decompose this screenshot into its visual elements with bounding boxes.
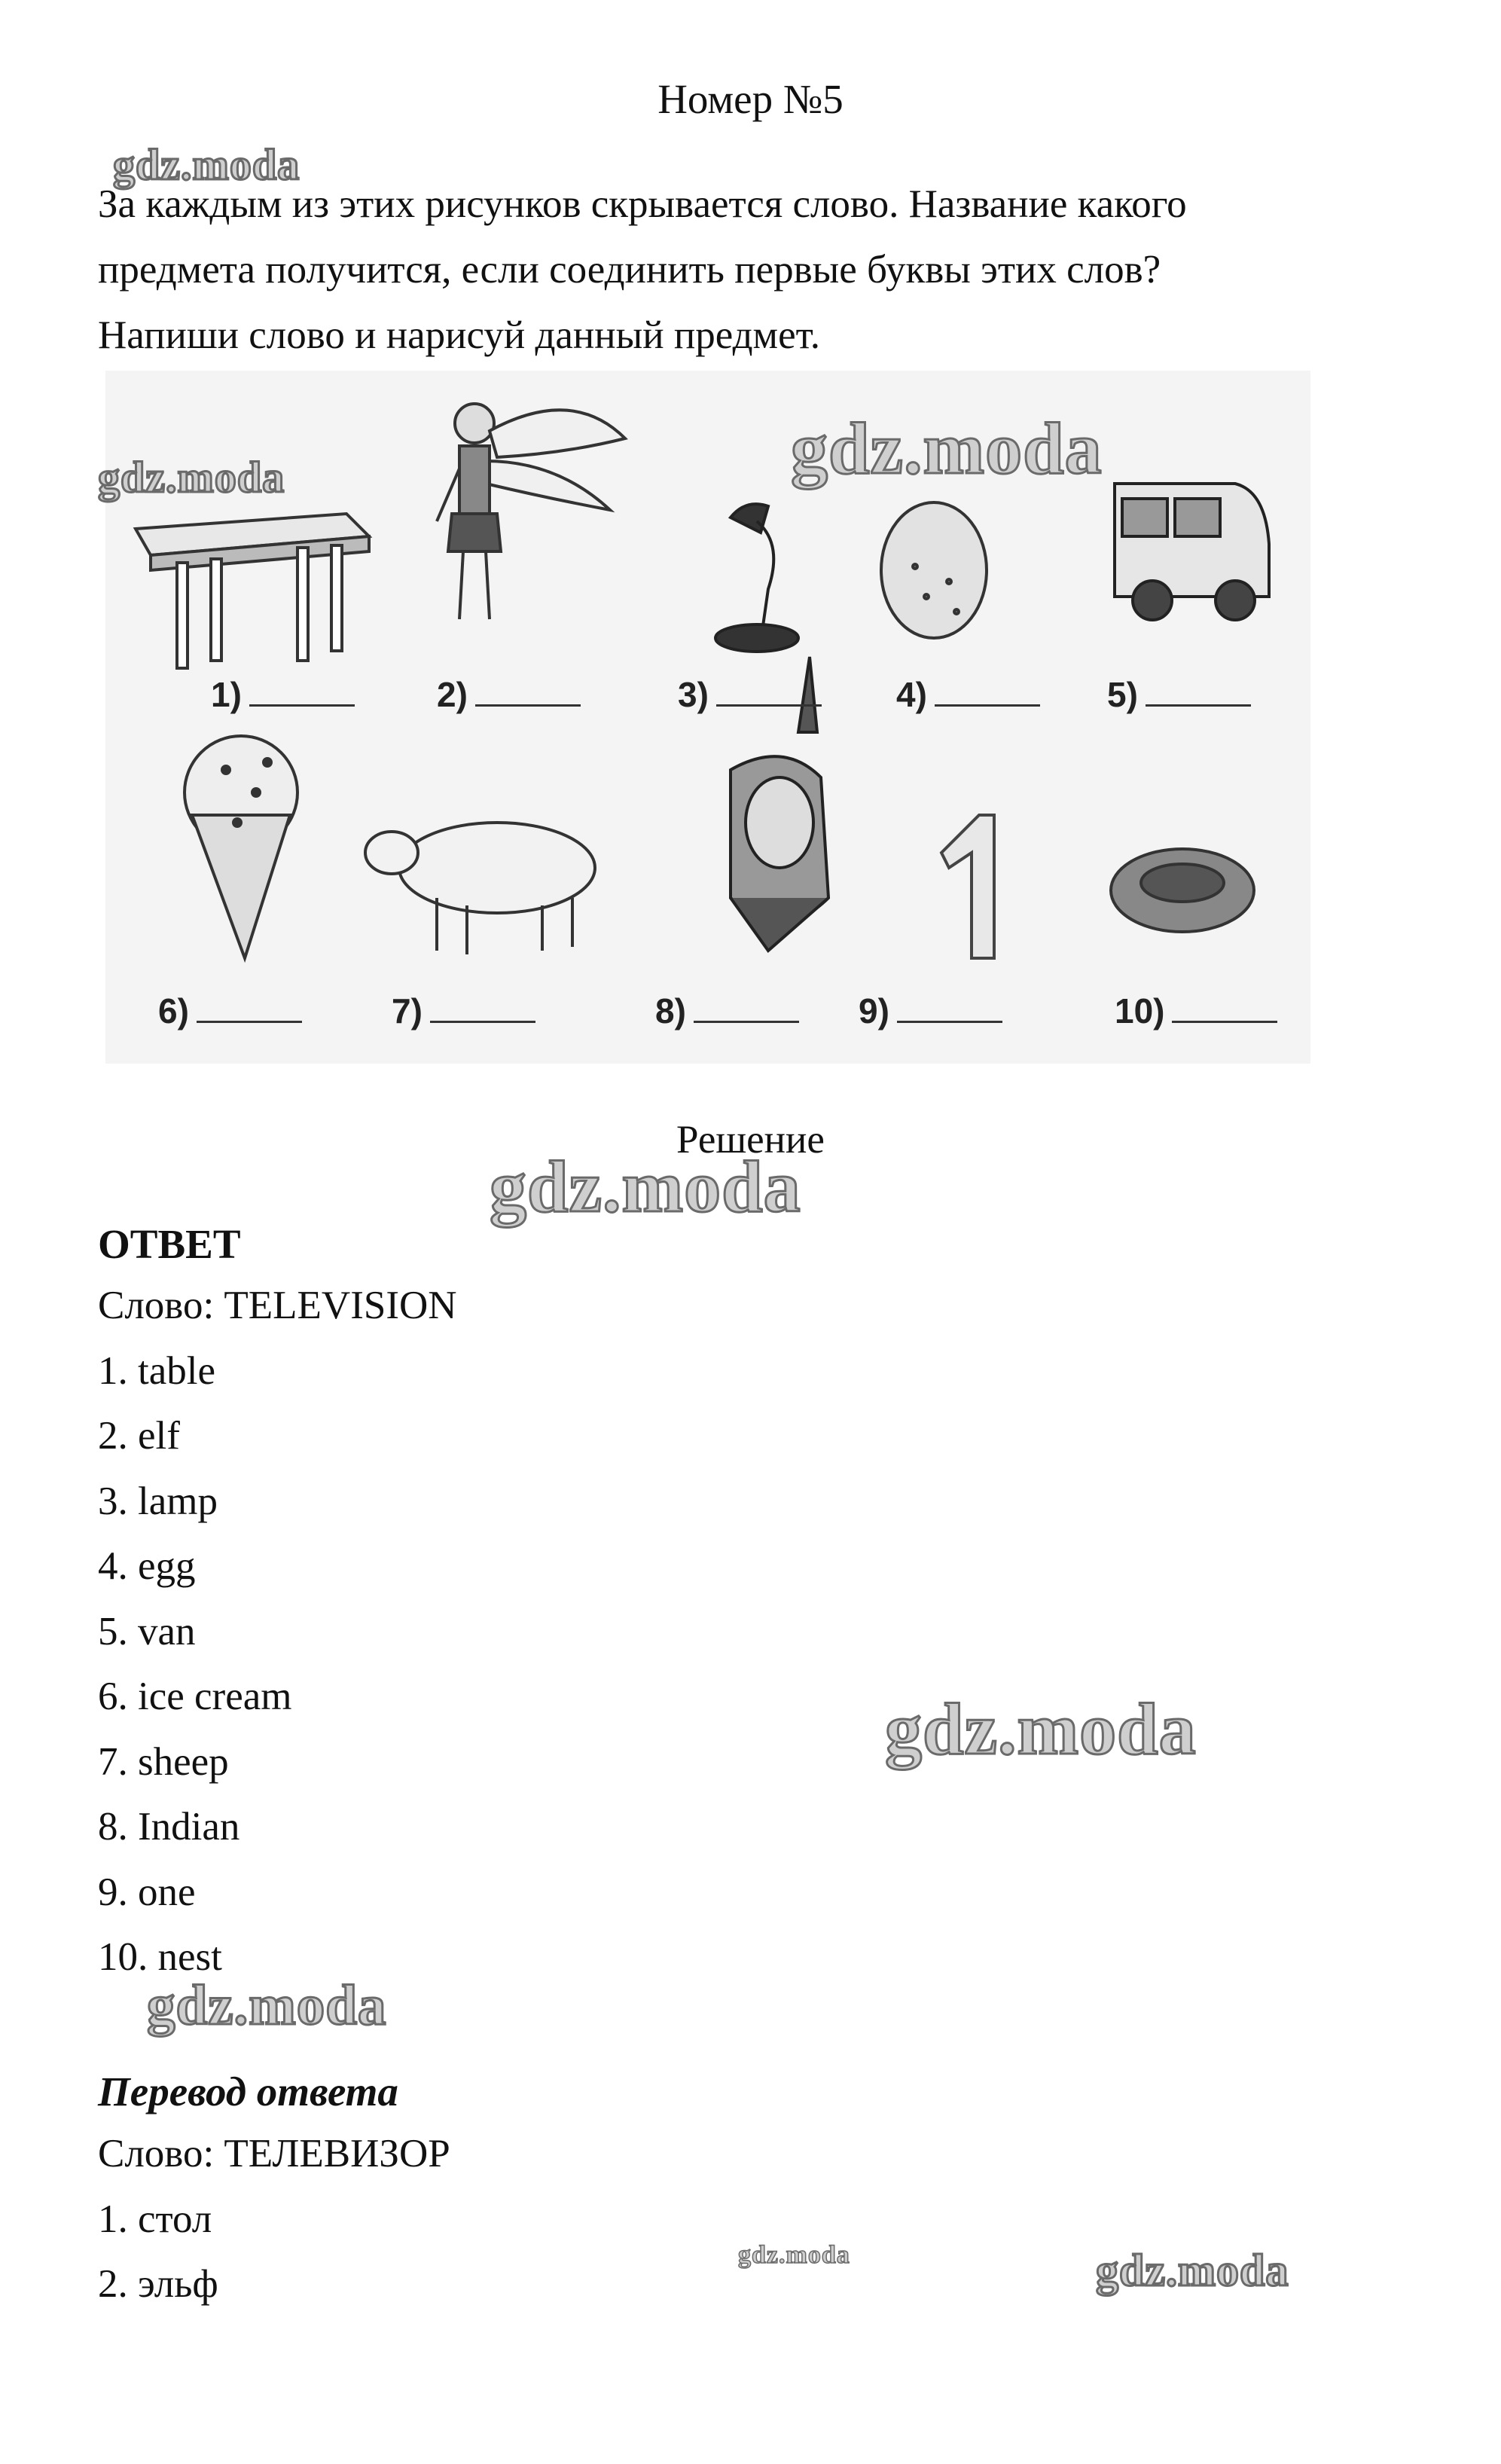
list-item: 8. Indian bbox=[98, 1805, 240, 1849]
list-item: 2. эльф bbox=[98, 2262, 218, 2306]
nest-icon bbox=[1111, 849, 1254, 932]
picture-number: 9) bbox=[859, 991, 889, 1030]
picture-number: 6) bbox=[158, 991, 189, 1030]
number-one-icon bbox=[941, 815, 994, 958]
list-item: 4. egg bbox=[98, 1544, 196, 1588]
task-line: предмета получится, если соединить первые буквы этих слов? bbox=[98, 248, 1161, 292]
textbook-picture bbox=[105, 371, 1310, 1064]
watermark: gdz.moda bbox=[98, 453, 285, 502]
picture-label bbox=[437, 674, 581, 715]
answer-list bbox=[98, 1273, 457, 1990]
list-item: 7. sheep bbox=[98, 1739, 229, 1784]
list-item: 3. lamp bbox=[98, 1479, 218, 1523]
watermark: gdz.moda bbox=[113, 140, 301, 189]
task-line: За каждым из этих рисунков скрывается слово. Название какого bbox=[98, 182, 1187, 226]
list-item: 6. ice cream bbox=[98, 1675, 292, 1718]
lamp-icon bbox=[715, 504, 798, 652]
watermark: gdz.moda bbox=[885, 1689, 1197, 1770]
task-line: Напиши слово и нарисуй данный предмет. bbox=[98, 313, 821, 357]
picture-number: 4) bbox=[896, 675, 927, 714]
list-item: 10. nest bbox=[98, 1935, 222, 1979]
translation-list bbox=[98, 2121, 450, 2317]
picture-number: 5) bbox=[1107, 675, 1138, 714]
translation-word: Слово: ТЕЛЕВИЗОР bbox=[98, 2132, 450, 2175]
pictures-svg bbox=[105, 371, 1310, 1064]
picture-label bbox=[678, 674, 822, 715]
picture-number: 1) bbox=[211, 675, 242, 714]
van-icon bbox=[1115, 484, 1269, 620]
answer-word: Слово: TELEVISION bbox=[98, 1284, 457, 1327]
list-item: 2. elf bbox=[98, 1414, 180, 1458]
list-item: 1. table bbox=[98, 1348, 215, 1393]
translation-heading: Перевод ответа bbox=[98, 2069, 398, 2114]
picture-number: 7) bbox=[392, 991, 423, 1030]
list-item: 5. van bbox=[98, 1609, 196, 1653]
list-item: 1. стол bbox=[98, 2197, 212, 2241]
watermark: gdz.moda bbox=[147, 1974, 387, 2037]
ice-cream-icon bbox=[185, 736, 297, 958]
list-item: 9. one bbox=[98, 1870, 196, 1914]
picture-label bbox=[896, 674, 1040, 715]
picture-label bbox=[1107, 674, 1251, 715]
task-text bbox=[98, 172, 1416, 368]
picture-label bbox=[158, 991, 302, 1031]
table-icon bbox=[136, 514, 369, 668]
picture-label bbox=[859, 991, 1002, 1031]
solution-label: Решение bbox=[676, 1118, 825, 1162]
picture-label bbox=[392, 991, 535, 1031]
picture-number: 10) bbox=[1115, 991, 1165, 1030]
picture-number: 3) bbox=[678, 675, 709, 714]
page-title: Номер №5 bbox=[657, 76, 844, 122]
picture-label bbox=[655, 991, 799, 1031]
watermark: gdz.moda bbox=[791, 408, 1103, 490]
watermark: gdz.moda bbox=[738, 2241, 850, 2269]
watermark: gdz.moda bbox=[1096, 2246, 1289, 2295]
elf-icon bbox=[437, 404, 625, 619]
picture-label bbox=[1115, 991, 1277, 1031]
sheep-icon bbox=[365, 823, 595, 954]
picture-number: 8) bbox=[655, 991, 686, 1030]
picture-number: 2) bbox=[437, 675, 468, 714]
picture-label bbox=[211, 674, 355, 715]
answer-heading: ОТВЕТ bbox=[98, 1221, 241, 1267]
egg-icon bbox=[881, 502, 987, 638]
watermark: gdz.moda bbox=[490, 1147, 801, 1228]
